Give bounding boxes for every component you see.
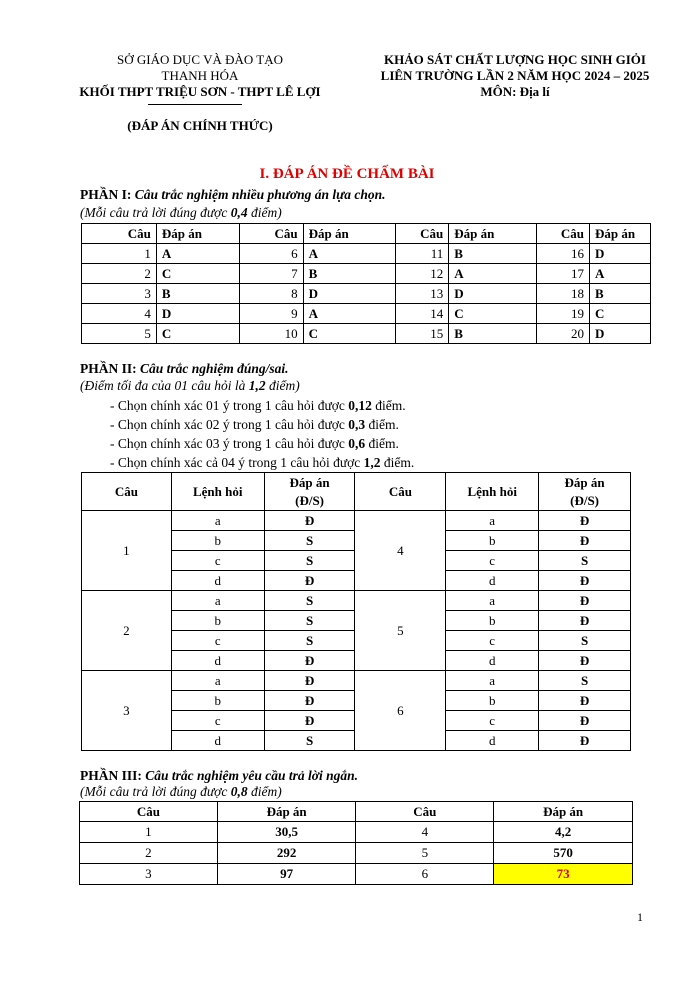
answer-cell: Đ bbox=[264, 671, 355, 691]
answer-cell: Đ bbox=[539, 531, 631, 551]
part2-note-points: 1,2 bbox=[248, 378, 266, 393]
answer-cell: A bbox=[449, 264, 537, 284]
table-row bbox=[82, 591, 631, 611]
answer-cell: B bbox=[590, 284, 651, 304]
statement-letter: b bbox=[446, 611, 539, 631]
question-number: 5 bbox=[82, 324, 157, 344]
statement-letter: c bbox=[171, 711, 264, 731]
part3-note-post: điểm) bbox=[247, 784, 282, 799]
part1-col-question: Câu bbox=[239, 224, 303, 244]
part1-col-question: Câu bbox=[82, 224, 157, 244]
answer-header-line1: Đáp án bbox=[564, 474, 605, 490]
question-number: 4 bbox=[355, 511, 446, 591]
part2-rules bbox=[110, 396, 414, 472]
answer-cell: Đ bbox=[539, 511, 631, 531]
question-number: 11 bbox=[396, 244, 449, 264]
header-underline bbox=[148, 104, 242, 105]
part2-col-answer bbox=[539, 473, 631, 511]
exam-year: LIÊN TRƯỜNG LẦN 2 NĂM HỌC 2024 – 2025 bbox=[380, 68, 650, 83]
rule-suffix: điểm. bbox=[365, 436, 399, 451]
answer-cell: D bbox=[590, 324, 651, 344]
part2-heading bbox=[80, 360, 289, 377]
statement-letter: b bbox=[171, 611, 264, 631]
part2-col-question: Câu bbox=[355, 473, 446, 511]
answer-cell: 570 bbox=[494, 843, 633, 864]
part2-note-post: điểm) bbox=[265, 378, 300, 393]
question-number: 9 bbox=[239, 304, 303, 324]
answer-cell: B bbox=[303, 264, 396, 284]
answer-cell: S bbox=[264, 531, 355, 551]
rule-text: - Chọn chính xác cả 04 ý trong 1 câu hỏi được bbox=[110, 455, 364, 470]
table-row bbox=[82, 284, 651, 304]
part2-col-answer bbox=[264, 473, 355, 511]
statement-letter: d bbox=[171, 651, 264, 671]
question-number: 12 bbox=[396, 264, 449, 284]
part3-note bbox=[80, 783, 282, 800]
official-label: (ĐÁP ÁN CHÍNH THỨC) bbox=[127, 118, 273, 133]
answer-cell: Đ bbox=[539, 571, 631, 591]
answer-cell: Đ bbox=[539, 711, 631, 731]
question-number: 1 bbox=[80, 822, 218, 843]
part1-note bbox=[80, 204, 282, 221]
statement-letter: c bbox=[446, 551, 539, 571]
answer-cell: 30,5 bbox=[217, 822, 356, 843]
statement-letter: d bbox=[171, 571, 264, 591]
answer-cell: C bbox=[449, 304, 537, 324]
answer-cell: C bbox=[156, 264, 239, 284]
rule-suffix: điểm. bbox=[365, 417, 399, 432]
highlighted-answer-cell: 73 bbox=[494, 864, 633, 885]
answer-cell: S bbox=[539, 551, 631, 571]
answer-cell: C bbox=[590, 304, 651, 324]
answer-cell: S bbox=[264, 631, 355, 651]
answer-cell: Đ bbox=[539, 611, 631, 631]
answer-cell: Đ bbox=[539, 731, 631, 751]
answer-cell: 4,2 bbox=[494, 822, 633, 843]
question-number: 18 bbox=[537, 284, 590, 304]
table-row bbox=[80, 822, 633, 843]
question-number: 3 bbox=[82, 284, 157, 304]
part1-header-row bbox=[82, 224, 651, 244]
statement-letter: c bbox=[446, 631, 539, 651]
rule-points: 0,3 bbox=[348, 417, 366, 432]
table-row bbox=[80, 843, 633, 864]
question-number: 16 bbox=[537, 244, 590, 264]
answer-header-line2: (Đ/S) bbox=[570, 492, 599, 508]
statement-letter: c bbox=[446, 711, 539, 731]
answer-cell: D bbox=[449, 284, 537, 304]
part3-table bbox=[79, 801, 633, 885]
part1-heading bbox=[80, 186, 386, 203]
part1-col-question: Câu bbox=[537, 224, 590, 244]
part3-note-points: 0,8 bbox=[230, 784, 248, 799]
answer-cell: S bbox=[539, 631, 631, 651]
part3-note-pre: (Mỗi câu trả lời đúng được bbox=[80, 784, 231, 799]
question-number: 6 bbox=[356, 864, 494, 885]
part1-table bbox=[81, 223, 651, 344]
part3-col-question: Câu bbox=[356, 802, 494, 822]
question-number: 3 bbox=[80, 864, 218, 885]
part2-title: Câu trắc nghiệm đúng/sai. bbox=[136, 361, 289, 376]
part2-label: PHẦN II: bbox=[80, 361, 137, 376]
statement-letter: b bbox=[171, 691, 264, 711]
statement-letter: a bbox=[446, 511, 539, 531]
statement-letter: b bbox=[171, 531, 264, 551]
dept-name: SỞ GIÁO DỤC VÀ ĐÀO TẠO bbox=[117, 52, 283, 67]
part3-heading bbox=[80, 767, 358, 784]
answer-cell: D bbox=[303, 284, 396, 304]
part1-col-question: Câu bbox=[396, 224, 449, 244]
rule-points: 0,6 bbox=[348, 436, 366, 451]
question-number: 2 bbox=[82, 591, 172, 671]
answer-cell: Đ bbox=[264, 691, 355, 711]
answer-cell: S bbox=[539, 671, 631, 691]
answer-cell: Đ bbox=[264, 511, 355, 531]
rule-points: 1,2 bbox=[363, 455, 381, 470]
scoring-rule bbox=[110, 396, 414, 415]
question-number: 3 bbox=[82, 671, 172, 751]
table-row bbox=[82, 304, 651, 324]
question-number: 8 bbox=[239, 284, 303, 304]
answer-cell: Đ bbox=[264, 571, 355, 591]
question-number: 7 bbox=[239, 264, 303, 284]
answer-cell: C bbox=[303, 324, 396, 344]
answer-cell: Đ bbox=[264, 651, 355, 671]
answer-cell: C bbox=[156, 324, 239, 344]
question-number: 4 bbox=[356, 822, 494, 843]
answer-header-line1: Đáp án bbox=[289, 474, 330, 490]
answer-cell: B bbox=[156, 284, 239, 304]
statement-letter: d bbox=[446, 731, 539, 751]
part3-title: Câu trắc nghiệm yêu cầu trả lời ngắn. bbox=[141, 768, 359, 783]
province-name: THANH HÓA bbox=[161, 68, 239, 83]
answer-cell: D bbox=[156, 304, 239, 324]
answer-cell: 292 bbox=[217, 843, 356, 864]
part2-table bbox=[81, 472, 631, 751]
table-row bbox=[82, 511, 631, 531]
header-right bbox=[350, 52, 680, 100]
rule-points: 0,12 bbox=[348, 398, 372, 413]
rule-suffix: điểm. bbox=[371, 398, 406, 413]
question-number: 15 bbox=[396, 324, 449, 344]
question-number: 5 bbox=[355, 591, 446, 671]
part1-col-answer: Đáp án bbox=[303, 224, 396, 244]
part2-note bbox=[80, 377, 300, 394]
question-number: 13 bbox=[396, 284, 449, 304]
statement-letter: a bbox=[446, 591, 539, 611]
answer-cell: S bbox=[264, 731, 355, 751]
answer-cell: D bbox=[590, 244, 651, 264]
school-cluster: KHỐI THPT TRIỆU SƠN - THPT LÊ LỢI bbox=[79, 84, 321, 99]
table-row bbox=[82, 671, 631, 691]
part3-col-question: Câu bbox=[80, 802, 218, 822]
answer-cell: Đ bbox=[264, 711, 355, 731]
question-number: 6 bbox=[355, 671, 446, 751]
part1-note-pre: (Mỗi câu trả lời đúng được bbox=[80, 205, 231, 220]
part1-col-answer: Đáp án bbox=[590, 224, 651, 244]
statement-letter: d bbox=[446, 571, 539, 591]
part2-note-pre: (Điểm tối đa của 01 câu hỏi là bbox=[80, 378, 249, 393]
answer-header-line2: (Đ/S) bbox=[295, 492, 324, 508]
part2-col-command: Lệnh hỏi bbox=[171, 473, 264, 511]
subject: MÔN: Địa lí bbox=[480, 84, 550, 99]
statement-letter: b bbox=[446, 691, 539, 711]
rule-text: - Chọn chính xác 03 ý trong 1 câu hỏi được bbox=[110, 436, 349, 451]
question-number: 17 bbox=[537, 264, 590, 284]
statement-letter: d bbox=[171, 731, 264, 751]
table-row bbox=[82, 244, 651, 264]
question-number: 20 bbox=[537, 324, 590, 344]
question-number: 6 bbox=[239, 244, 303, 264]
question-number: 14 bbox=[396, 304, 449, 324]
answer-cell: A bbox=[590, 264, 651, 284]
header-left bbox=[60, 52, 340, 100]
question-number: 4 bbox=[82, 304, 157, 324]
rule-text: - Chọn chính xác 02 ý trong 1 câu hỏi được bbox=[110, 417, 349, 432]
section-title: I. ĐÁP ÁN ĐỀ CHẤM BÀI bbox=[259, 166, 435, 182]
answer-cell: A bbox=[156, 244, 239, 264]
part1-note-points: 0,4 bbox=[230, 205, 248, 220]
part2-col-command: Lệnh hỏi bbox=[446, 473, 539, 511]
part3-label: PHẦN III: bbox=[80, 768, 142, 783]
scoring-rule bbox=[110, 434, 414, 453]
part1-title: Câu trắc nghiệm nhiều phương án lựa chọn. bbox=[131, 187, 386, 202]
answer-cell: S bbox=[264, 591, 355, 611]
table-row bbox=[80, 864, 633, 885]
answer-cell: Đ bbox=[539, 651, 631, 671]
part2-header-row bbox=[82, 473, 631, 511]
answer-cell: A bbox=[303, 304, 396, 324]
scoring-rule bbox=[110, 453, 414, 472]
answer-cell: S bbox=[264, 551, 355, 571]
statement-letter: a bbox=[171, 591, 264, 611]
rule-text: - Chọn chính xác 01 ý trong 1 câu hỏi được bbox=[110, 398, 349, 413]
part3-col-answer: Đáp án bbox=[217, 802, 356, 822]
statement-letter: c bbox=[171, 631, 264, 651]
table-row bbox=[82, 324, 651, 344]
answer-cell: B bbox=[449, 324, 537, 344]
statement-letter: c bbox=[171, 551, 264, 571]
rule-suffix: điểm. bbox=[380, 455, 415, 470]
page-number: 1 bbox=[637, 910, 643, 924]
answer-cell: S bbox=[264, 611, 355, 631]
answer-cell: B bbox=[449, 244, 537, 264]
question-number: 2 bbox=[80, 843, 218, 864]
statement-letter: a bbox=[171, 671, 264, 691]
statement-letter: d bbox=[446, 651, 539, 671]
question-number: 19 bbox=[537, 304, 590, 324]
answer-cell: Đ bbox=[539, 591, 631, 611]
question-number: 1 bbox=[82, 511, 172, 591]
question-number: 1 bbox=[82, 244, 157, 264]
statement-letter: a bbox=[171, 511, 264, 531]
statement-letter: a bbox=[446, 671, 539, 691]
part1-col-answer: Đáp án bbox=[156, 224, 239, 244]
question-number: 10 bbox=[239, 324, 303, 344]
question-number: 5 bbox=[356, 843, 494, 864]
exam-title: KHẢO SÁT CHẤT LƯỢNG HỌC SINH GIỎI bbox=[384, 52, 646, 67]
answer-cell: Đ bbox=[539, 691, 631, 711]
part1-label: PHẦN I: bbox=[80, 187, 132, 202]
part2-col-question: Câu bbox=[82, 473, 172, 511]
part3-header-row bbox=[80, 802, 633, 822]
question-number: 2 bbox=[82, 264, 157, 284]
answer-cell: 97 bbox=[217, 864, 356, 885]
scoring-rule bbox=[110, 415, 414, 434]
answer-cell: A bbox=[303, 244, 396, 264]
part1-note-post: điểm) bbox=[247, 205, 282, 220]
part1-col-answer: Đáp án bbox=[449, 224, 537, 244]
statement-letter: b bbox=[446, 531, 539, 551]
part3-col-answer: Đáp án bbox=[494, 802, 633, 822]
table-row bbox=[82, 264, 651, 284]
